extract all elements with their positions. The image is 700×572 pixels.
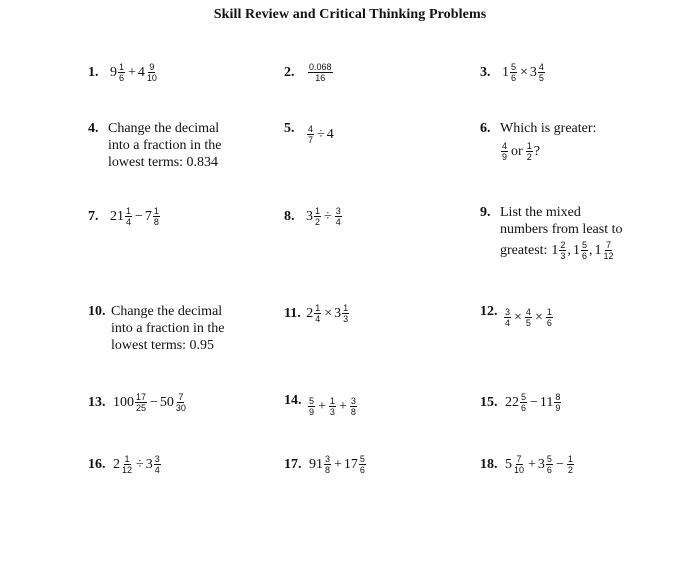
fraction: $\frac{8}{9}$ bbox=[555, 392, 561, 413]
fraction: $\frac{9}{10}$ bbox=[146, 62, 157, 83]
operator: − bbox=[135, 209, 143, 224]
problem-7 bbox=[88, 206, 161, 227]
problem-number: 9. bbox=[480, 205, 491, 220]
operator: − bbox=[555, 457, 564, 472]
fraction: $\frac{2}{3}$ bbox=[560, 240, 566, 261]
operator: − bbox=[530, 395, 538, 410]
expression bbox=[503, 307, 554, 328]
problem-17 bbox=[284, 454, 367, 475]
problem-text: Which is greater: $\frac{4}{9}$ or $\frac{1}{2}$ ? bbox=[500, 121, 597, 162]
operator: ÷ bbox=[324, 209, 332, 224]
expression bbox=[307, 396, 358, 417]
problem-number: 6. bbox=[480, 121, 491, 136]
mixed-number: 3 $\frac{5}{6}$ bbox=[537, 454, 552, 475]
problem-14 bbox=[284, 392, 358, 417]
fraction: $\frac{1}{4}$ bbox=[315, 303, 321, 324]
operator: + bbox=[334, 457, 342, 472]
operator: + bbox=[338, 399, 347, 414]
problem-1 bbox=[88, 62, 159, 83]
fraction: $\frac{7}{10}$ bbox=[514, 454, 525, 475]
fraction: $\frac{7}{12}$ bbox=[603, 240, 614, 261]
expression bbox=[113, 392, 188, 413]
operator: × bbox=[324, 306, 333, 321]
expression bbox=[502, 62, 546, 83]
fraction: $\frac{1}{3}$ bbox=[343, 303, 349, 324]
mixed-number: 22 $\frac{5}{6}$ bbox=[505, 392, 527, 413]
problem-number: 18. bbox=[480, 457, 498, 472]
fraction: $\frac{4}{9}$ bbox=[502, 141, 508, 162]
mixed-number: 1 $\frac{7}{12}$ bbox=[594, 240, 614, 261]
problem-number: 7. bbox=[88, 209, 99, 224]
fraction: $\frac{1}{4}$ bbox=[126, 206, 132, 227]
problem-number: 17. bbox=[284, 457, 302, 472]
expression: $\frac{4}{7}$ ÷ 4 bbox=[308, 124, 334, 145]
problem-number: 13. bbox=[88, 395, 106, 410]
problem-number: 5. bbox=[284, 121, 295, 136]
fraction: $\frac{5}{9}$ bbox=[309, 396, 315, 417]
problem-9 bbox=[480, 204, 622, 261]
fraction: $\frac{3}{8}$ bbox=[350, 396, 356, 417]
mixed-number: 100 $\frac{17}{25}$ bbox=[113, 392, 147, 413]
operator: + bbox=[528, 457, 536, 472]
operator: + bbox=[128, 65, 136, 80]
problem-11 bbox=[284, 303, 350, 324]
operator: ÷ bbox=[317, 127, 325, 142]
fraction: $\frac{1}{2}$ bbox=[567, 454, 573, 475]
problem-text: Change the decimal into a fraction in the lowest terms: 0.95 bbox=[111, 304, 225, 353]
mixed-number: 50 $\frac{7}{30}$ bbox=[159, 392, 186, 413]
fraction: $\frac{1}{6}$ bbox=[546, 307, 552, 328]
expression: greatest: 1 $\frac{2}{3}$ , 1 $\frac{5}{6}$ , 1 $\frac{7}{12}$ bbox=[500, 240, 614, 261]
fraction: $\frac{5}{6}$ bbox=[511, 62, 517, 83]
problem-number: 16. bbox=[88, 457, 106, 472]
expression bbox=[309, 454, 367, 475]
mixed-number: 1 $\frac{2}{3}$ bbox=[551, 240, 566, 261]
fraction: $\frac{17}{25}$ bbox=[136, 392, 147, 413]
expression bbox=[306, 206, 343, 227]
mixed-number: 17 $\frac{5}{6}$ bbox=[343, 454, 365, 475]
fraction: $\frac{4}{5}$ bbox=[538, 62, 544, 83]
problem-6 bbox=[480, 120, 596, 162]
fraction: $\frac{3}{4}$ bbox=[154, 454, 160, 475]
expression bbox=[110, 62, 159, 83]
mixed-number: 7 $\frac{1}{8}$ bbox=[144, 206, 159, 227]
expression bbox=[110, 206, 161, 227]
fraction: $\frac{3}{8}$ bbox=[325, 454, 331, 475]
fraction: $\frac{5}{6}$ bbox=[546, 454, 552, 475]
problem-number: 4. bbox=[88, 121, 99, 136]
problem-2 bbox=[284, 62, 334, 83]
operator: ÷ bbox=[136, 457, 144, 472]
problem-number: 11. bbox=[284, 306, 301, 321]
fraction: $\frac{1}{2}$ bbox=[526, 141, 532, 162]
fraction: $\frac{5}{6}$ bbox=[359, 454, 365, 475]
mixed-number: 9 $\frac{1}{6}$ bbox=[110, 62, 125, 83]
problem-4 bbox=[88, 120, 222, 171]
problem-number: 14. bbox=[284, 393, 302, 408]
fraction: $\frac{5}{6}$ bbox=[521, 392, 527, 413]
problem-12 bbox=[480, 303, 554, 328]
problem-number: 1. bbox=[88, 65, 99, 80]
mixed-number: 3 $\frac{4}{5}$ bbox=[529, 62, 544, 83]
problem-number: 12. bbox=[480, 304, 498, 319]
operator: − bbox=[150, 395, 158, 410]
mixed-number: 4 $\frac{9}{10}$ bbox=[137, 62, 157, 83]
fraction: $\frac{7}{30}$ bbox=[175, 392, 186, 413]
problem-10 bbox=[88, 303, 225, 354]
fraction: $\frac{1}{3}$ bbox=[329, 396, 335, 417]
fraction: $\frac{1}{8}$ bbox=[153, 206, 159, 227]
fraction: $\frac{3}{4}$ bbox=[335, 206, 341, 227]
mixed-number: 11 $\frac{8}{9}$ bbox=[539, 392, 561, 413]
problem-5 bbox=[284, 120, 334, 145]
mixed-number: 3 $\frac{1}{2}$ bbox=[306, 206, 321, 227]
mixed-number: 5 $\frac{7}{10}$ bbox=[505, 454, 525, 475]
problem-number: 3. bbox=[480, 65, 491, 80]
mixed-number: 3 $\frac{3}{4}$ bbox=[145, 454, 160, 475]
mixed-number: 2 $\frac{1}{4}$ bbox=[306, 303, 321, 324]
expression bbox=[306, 303, 350, 324]
expression bbox=[505, 392, 562, 413]
problem-text: Change the decimal into a fraction in the lowest terms: 0.834 bbox=[108, 121, 222, 170]
mixed-number: 91 $\frac{3}{8}$ bbox=[309, 454, 331, 475]
problem-18 bbox=[480, 454, 575, 475]
mixed-number: 21 $\frac{1}{4}$ bbox=[110, 206, 132, 227]
expression: $\frac{4}{9}$ or $\frac{1}{2}$ ? bbox=[502, 141, 540, 162]
operator: × bbox=[520, 65, 528, 80]
fraction: $\frac{1}{12}$ bbox=[122, 454, 133, 475]
fraction: $\frac{4}{7}$ bbox=[308, 124, 314, 145]
mixed-number: 2 $\frac{1}{12}$ bbox=[113, 454, 133, 475]
operator: × bbox=[534, 310, 543, 325]
expression bbox=[505, 454, 575, 475]
problem-number: 8. bbox=[284, 209, 295, 224]
fraction: $\frac{1}{2}$ bbox=[315, 206, 321, 227]
operator: + bbox=[318, 399, 326, 414]
fraction: $\frac{0.068}{16}$ bbox=[309, 62, 332, 83]
mixed-number: 1 $\frac{5}{6}$ bbox=[572, 240, 587, 261]
fraction: $\frac{5}{6}$ bbox=[581, 240, 587, 261]
problem-15 bbox=[480, 392, 562, 413]
fraction: $\frac{3}{4}$ bbox=[505, 307, 511, 328]
problem-13 bbox=[88, 392, 188, 413]
operator: × bbox=[514, 310, 522, 325]
expression bbox=[113, 454, 162, 475]
problem-16 bbox=[88, 454, 162, 475]
mixed-number: 1 $\frac{5}{6}$ bbox=[502, 62, 517, 83]
problem-3 bbox=[480, 62, 546, 83]
problem-number: 10. bbox=[88, 304, 106, 319]
problem-number: 2. bbox=[284, 64, 295, 80]
fraction: $\frac{1}{6}$ bbox=[119, 62, 125, 83]
problem-8 bbox=[284, 206, 343, 227]
problem-number: 15. bbox=[480, 395, 498, 410]
mixed-number: 3 $\frac{1}{3}$ bbox=[334, 303, 349, 324]
fraction: $\frac{4}{5}$ bbox=[525, 307, 531, 328]
page-title: Skill Review and Critical Thinking Problems bbox=[213, 7, 487, 22]
problem-text: List the mixed numbers from least to greatest: 1 $\frac{2}{3}$ , 1 $\frac{5}{6}$ , 1 $\frac{7}{12}$ bbox=[500, 205, 623, 261]
